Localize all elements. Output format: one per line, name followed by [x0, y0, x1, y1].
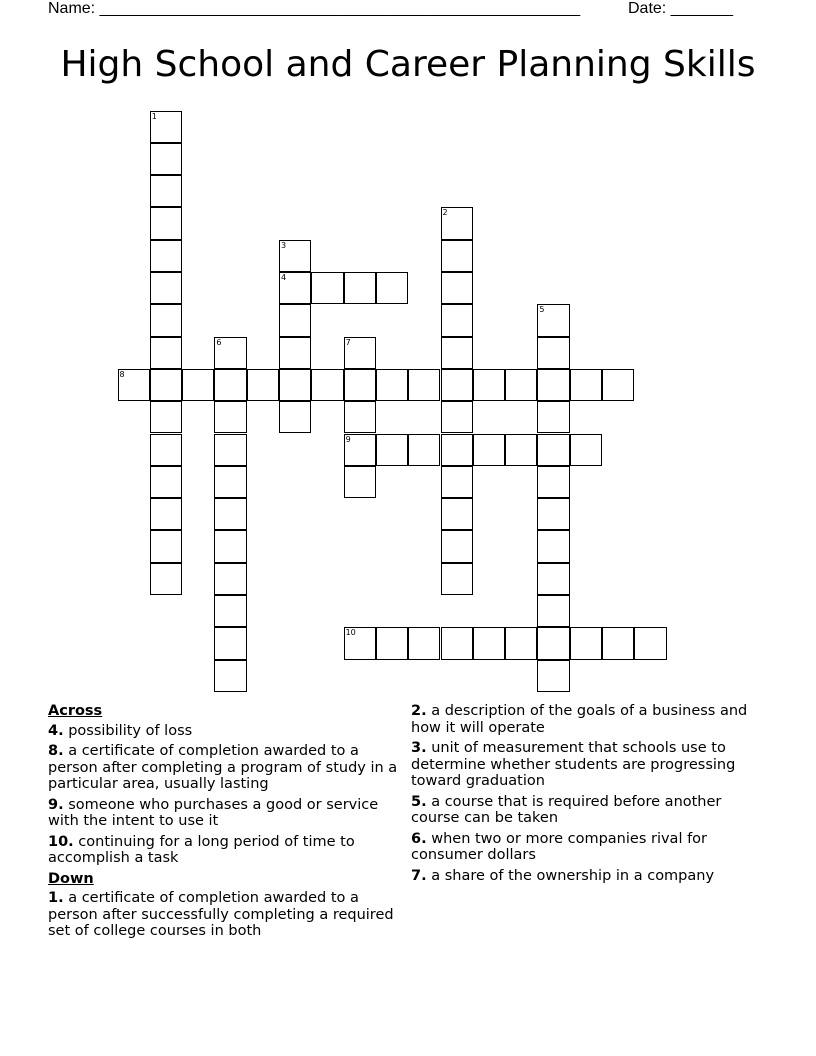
crossword-cell[interactable]	[473, 434, 505, 466]
crossword-cell[interactable]	[505, 627, 537, 659]
down-heading: Down	[48, 870, 94, 887]
crossword-cell[interactable]	[214, 498, 246, 530]
crossword-cell[interactable]	[214, 660, 246, 692]
crossword-cell[interactable]	[408, 369, 440, 401]
name-label: Name: ______________________________________________________	[48, 0, 581, 17]
crossword-cell[interactable]	[537, 466, 569, 498]
crossword-cell[interactable]	[473, 369, 505, 401]
crossword-cell[interactable]	[570, 627, 602, 659]
crossword-cell[interactable]	[441, 434, 473, 466]
crossword-cell[interactable]	[279, 369, 311, 401]
clue-text: a share of the ownership in a company	[431, 867, 715, 884]
clue-down-6	[411, 831, 767, 864]
clue-number-label: 9	[345, 434, 351, 444]
crossword-cell[interactable]	[344, 401, 376, 433]
crossword-cell[interactable]	[150, 175, 182, 207]
crossword-cell[interactable]	[279, 304, 311, 336]
clues-left-column	[48, 703, 404, 944]
crossword-cell[interactable]	[214, 466, 246, 498]
clue-number-label: 4	[281, 273, 287, 282]
crossword-cell[interactable]	[408, 434, 440, 466]
page-title: High School and Career Planning Skills	[60, 44, 756, 85]
crossword-cell[interactable]	[634, 627, 666, 659]
crossword-cell[interactable]	[537, 563, 569, 595]
clue-number: 4.	[48, 722, 64, 739]
crossword-cell[interactable]	[376, 627, 408, 659]
clue-number-label: 7	[345, 337, 351, 347]
clue-number-label: 2	[442, 208, 448, 218]
crossword-cell[interactable]	[537, 627, 569, 659]
crossword-cell[interactable]	[602, 627, 634, 659]
clue-number: 3.	[411, 740, 427, 756]
crossword-cell[interactable]	[214, 530, 246, 562]
clue-text: someone who purchases a good or service with the intent to use it	[48, 796, 379, 829]
crossword-cell[interactable]	[441, 401, 473, 433]
crossword-cell[interactable]	[537, 337, 569, 369]
clue-text: a description of the goals of a business and how it will operate	[411, 703, 748, 736]
clue-down-2	[411, 703, 767, 736]
crossword-cell[interactable]	[441, 466, 473, 498]
clue-number: 6.	[411, 830, 427, 847]
crossword-cell[interactable]	[537, 498, 569, 530]
crossword-cell[interactable]	[344, 369, 376, 401]
clue-down-7	[411, 868, 767, 885]
clue-number-label: 10	[345, 628, 356, 638]
crossword-cell[interactable]	[150, 466, 182, 498]
crossword-cell[interactable]	[150, 143, 182, 175]
crossword-cell[interactable]	[537, 660, 569, 692]
clue-down-5	[411, 794, 767, 827]
clue-number: 7.	[411, 867, 427, 884]
crossword-cell[interactable]	[150, 434, 182, 466]
clue-number-label: 6	[216, 337, 222, 347]
crossword-cell[interactable]	[150, 530, 182, 562]
crossword-cell[interactable]	[602, 369, 634, 401]
clue-text: unit of measurement that schools use to determine whether students are progressing toward graduation	[411, 740, 736, 789]
clue-text: a course that is required before another course can be taken	[411, 793, 722, 826]
clue-down-3	[411, 740, 767, 790]
crossword-cell[interactable]	[247, 369, 279, 401]
crossword-cell[interactable]	[344, 272, 376, 304]
clues-right-column	[411, 703, 767, 888]
clue-across-8	[48, 743, 404, 793]
crossword-cell[interactable]	[279, 401, 311, 433]
clue-across-9	[48, 797, 404, 830]
crossword-cell[interactable]	[441, 240, 473, 272]
crossword-cell[interactable]	[441, 337, 473, 369]
crossword-cell[interactable]	[150, 207, 182, 239]
crossword-cell[interactable]	[150, 369, 182, 401]
crossword-cell[interactable]	[214, 563, 246, 595]
crossword-cell[interactable]	[214, 434, 246, 466]
clue-number: 10.	[48, 833, 74, 850]
crossword-cell[interactable]	[376, 369, 408, 401]
crossword-cell[interactable]	[279, 337, 311, 369]
clue-number: 9.	[48, 796, 64, 813]
clue-down-1	[48, 890, 404, 940]
crossword-cell[interactable]	[311, 272, 343, 304]
crossword-cell[interactable]	[505, 434, 537, 466]
clue-number-label: 8	[119, 369, 125, 379]
crossword-cell[interactable]	[150, 401, 182, 433]
clue-number-label: 3	[281, 240, 287, 250]
crossword-cell[interactable]	[473, 627, 505, 659]
across-heading: Across	[48, 703, 103, 719]
clue-text: when two or more companies rival for consumer dollars	[411, 830, 708, 863]
clue-number: 2.	[411, 703, 427, 719]
crossword-cell[interactable]	[214, 627, 246, 659]
crossword-cell[interactable]	[214, 369, 246, 401]
crossword-cell[interactable]	[537, 530, 569, 562]
crossword-cell[interactable]	[214, 401, 246, 433]
clue-text: a certificate of completion awarded to a person after completing a program of study in a particular area, usually lasting	[48, 743, 398, 792]
crossword-cell[interactable]	[150, 304, 182, 336]
crossword-cell[interactable]	[408, 627, 440, 659]
crossword-cell[interactable]	[150, 272, 182, 304]
crossword-cell[interactable]	[214, 595, 246, 627]
crossword-cell[interactable]	[150, 563, 182, 595]
crossword-cell[interactable]	[570, 434, 602, 466]
crossword-cell[interactable]	[537, 434, 569, 466]
crossword-cell[interactable]	[441, 627, 473, 659]
crossword-cell[interactable]	[344, 466, 376, 498]
crossword-cell[interactable]	[376, 434, 408, 466]
clue-text: continuing for a long period of time to accomplish a task	[48, 833, 355, 866]
crossword-cell[interactable]	[441, 498, 473, 530]
crossword-cell[interactable]	[441, 530, 473, 562]
clue-number: 1.	[48, 890, 64, 906]
clue-number-label: 1	[151, 111, 157, 121]
clue-number: 5.	[411, 793, 427, 810]
crossword-cell[interactable]	[441, 272, 473, 304]
crossword-cell[interactable]	[537, 595, 569, 627]
clue-number: 8.	[48, 743, 64, 759]
crossword-cell[interactable]	[182, 369, 214, 401]
crossword-cell[interactable]	[376, 272, 408, 304]
clue-text: a certificate of completion awarded to a person after successfully completing a required set of college courses in both	[48, 890, 394, 939]
crossword-cell[interactable]	[505, 369, 537, 401]
clue-number-label: 5	[539, 305, 545, 315]
crossword-cell[interactable]	[150, 240, 182, 272]
crossword-cell[interactable]	[570, 369, 602, 401]
clue-across-4	[48, 723, 404, 740]
date-label: Date: _______	[628, 0, 733, 17]
crossword-cell[interactable]	[441, 563, 473, 595]
crossword-cell[interactable]	[311, 369, 343, 401]
crossword-cell[interactable]	[150, 498, 182, 530]
crossword-cell[interactable]	[150, 337, 182, 369]
clue-text: possibility of loss	[68, 722, 193, 739]
crossword-cell[interactable]	[537, 401, 569, 433]
crossword-cell[interactable]	[441, 369, 473, 401]
clue-across-10	[48, 834, 404, 867]
crossword-cell[interactable]	[441, 304, 473, 336]
crossword-cell[interactable]	[537, 369, 569, 401]
